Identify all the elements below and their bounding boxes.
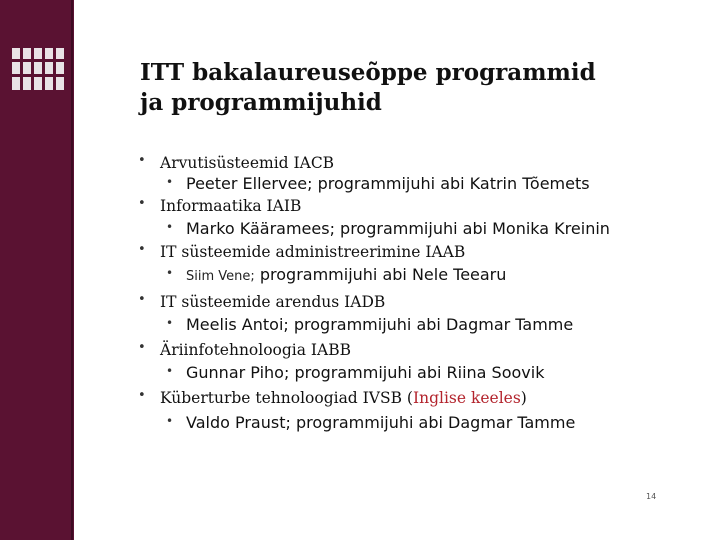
- program-label: Informaatika IAIB: [160, 197, 302, 215]
- bullet: •: [138, 388, 146, 403]
- program-leader: Peeter Ellervee; programmijuhi abi Katrin Tõemets: [186, 174, 590, 193]
- program-label: Äriinfotehnoloogia IABB: [160, 341, 352, 359]
- bullet: •: [138, 242, 146, 257]
- list-item: [138, 388, 698, 408]
- sub-bullet: •: [166, 175, 174, 189]
- program-leader: Valdo Praust; programmijuhi abi Dagmar Tamme: [186, 413, 576, 432]
- program-label: [160, 388, 698, 408]
- bullet: •: [138, 292, 146, 307]
- program-leader: Gunnar Piho; programmijuhi abi Riina Soovik: [186, 363, 545, 382]
- list-item: [138, 340, 698, 360]
- sub-list-item: [138, 266, 698, 286]
- sub-list-item: [138, 220, 698, 238]
- list-item: [138, 196, 698, 216]
- bullet: •: [138, 340, 146, 355]
- slide-title: ITT bakalaureuseõppe programmid ja programmijuhid: [140, 59, 596, 116]
- sub-bullet: •: [166, 220, 174, 234]
- note-close-paren: ): [520, 389, 527, 407]
- sub-bullet: •: [166, 364, 174, 378]
- page-number: 14: [646, 492, 657, 501]
- program-list: [138, 153, 698, 436]
- sub-bullet: •: [166, 316, 174, 330]
- list-item: [138, 153, 698, 173]
- sub-list-item: [138, 175, 698, 193]
- sidebar-divider: [71, 0, 73, 540]
- program-label: IT süsteemide administreerimine IAAB: [160, 243, 466, 261]
- program-assistant: programmijuhi abi Nele Teearu: [254, 265, 507, 284]
- bullet: •: [138, 196, 146, 211]
- list-item: [138, 242, 698, 262]
- university-logo-icon: [12, 48, 64, 90]
- program-label: IT süsteemide arendus IADB: [160, 293, 386, 311]
- sub-bullet: •: [166, 266, 174, 280]
- sub-list-item: [138, 414, 698, 432]
- sub-list-item: [138, 364, 698, 382]
- program-leader: [186, 266, 698, 286]
- program-label: Arvutisüsteemid IACB: [160, 154, 335, 172]
- language-note: Inglise keeles: [412, 389, 521, 407]
- sub-bullet: •: [166, 414, 174, 428]
- program-name: Küberturbe tehnoloogiad IVSB: [160, 389, 402, 407]
- bullet: •: [138, 153, 146, 168]
- program-leader: Marko Kääramees; programmijuhi abi Monika Kreinin: [186, 219, 610, 238]
- sub-list-item: [138, 316, 698, 334]
- list-item: [138, 292, 698, 312]
- note-open-paren: (: [401, 389, 413, 407]
- program-leader: Meelis Antoi; programmijuhi abi Dagmar Tamme: [186, 315, 574, 334]
- program-leader-name: Siim Vene;: [186, 269, 255, 284]
